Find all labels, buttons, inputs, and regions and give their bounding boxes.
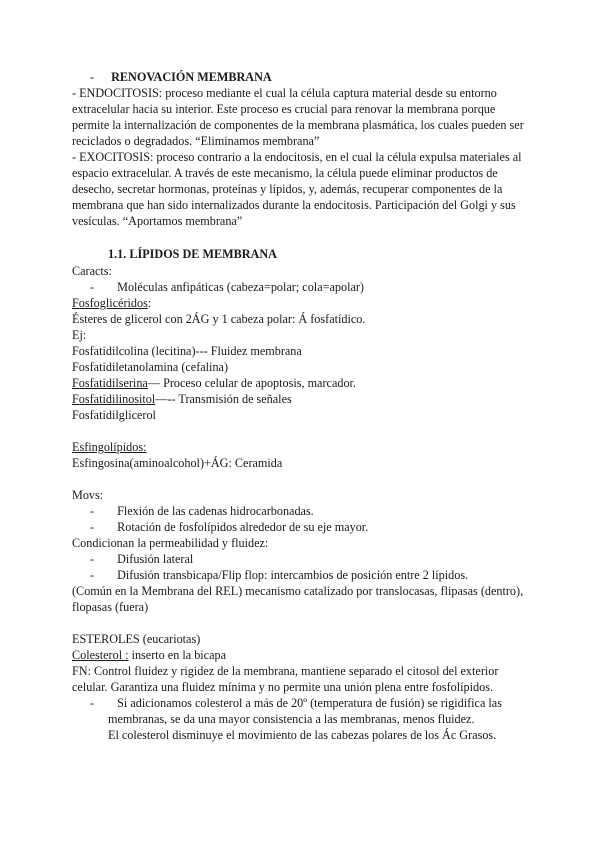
colesterol-bullet-cont: El colesterol disminuye el movimiento de las cabezas polares de los Ác Grasos. — [108, 728, 497, 742]
bullet-dash: - — [90, 568, 95, 582]
exocitosis-line: - EXOCITOSIS: proceso contrario a la endocitosis, en el cual la célula expulsa materiales al — [72, 150, 522, 164]
exocitosis-line: desecho, secretar hormonas, proteínas y lípidos, y, además, recuperar componentes de la — [72, 182, 503, 196]
fosfogliceridos-colon: : — [147, 296, 152, 310]
colesterol-bullet — [90, 695, 502, 711]
exocitosis-line: espacio extracelular. A través de este mecanismo, la célula puede eliminar productos de — [72, 166, 498, 180]
example-glicerol: Fosfatidilglicerol — [72, 408, 156, 422]
movs-item — [90, 503, 314, 519]
esteroles-heading: ESTEROLES (eucariotas) — [72, 632, 201, 646]
colesterol-bullet-cont: membranas, se da una mayor consistencia a las membranas, menos fluidez. — [108, 712, 475, 726]
movs-item-text: Rotación de fosfolípidos alrededor de su eje mayor. — [117, 520, 369, 534]
endocitosis-line: reciclados o degradados. “Eliminamos membrana” — [72, 134, 320, 148]
difusion-item-text: Difusión transbicapa/Flip flop: intercambios de posición entre 2 lípidos. — [117, 568, 469, 582]
comun-line: (Común en la Membrana del REL) mecanismo catalizado por translocasas, flipasas (dentro), — [72, 584, 524, 598]
bullet-dash: - — [90, 520, 95, 534]
bullet-dash: - — [90, 70, 95, 84]
difusion-item — [90, 551, 193, 567]
caracts-item-text: Moléculas anfipáticas (cabeza=polar; cola=apolar) — [117, 280, 364, 294]
caracts-label: Caracts: — [72, 264, 112, 278]
example-serina — [72, 375, 356, 391]
fosfogliceridos-desc: Ésteres de glicerol con 2ÁG y 1 cabeza polar: Á fosfatídico. — [72, 312, 366, 326]
renovacion-heading-row — [90, 69, 272, 85]
exocitosis-line: membrana que han sido internalizados durante la endocitosis. Participación del Golgi y sus — [72, 198, 516, 212]
esfingolipidos-label: Esfingolípidos: — [72, 440, 147, 454]
bullet-dash: - — [90, 504, 95, 518]
renovacion-heading: RENOVACIÓN MEMBRANA — [111, 70, 272, 84]
example-inositol — [72, 391, 292, 407]
ej-label: Ej: — [72, 328, 87, 342]
fosfogliceridos-label: Fosfoglicéridos — [72, 296, 148, 310]
difusion-item-text: Difusión lateral — [117, 552, 194, 566]
lipidos-heading: 1.1. LÍPIDOS DE MEMBRANA — [108, 247, 277, 261]
fosfogliceridos-row — [72, 295, 151, 311]
example-lecitina: Fosfatidilcolina (lecitina)--- Fluidez membrana — [72, 344, 302, 358]
colesterol-label: Colesterol : — [72, 648, 129, 662]
esfingolipidos-desc: Esfingosina(aminoalcohol)+ÁG: Ceramida — [72, 456, 283, 470]
condicionan-label: Condicionan la permeabilidad y fluidez: — [72, 536, 269, 550]
endocitosis-line: extracelular hacia su interior. Este proceso es crucial para renovar la membrana porque — [72, 102, 496, 116]
endocitosis-line: permite la internalización de componentes de la membrana plasmática, los cuales pueden ser — [72, 118, 524, 132]
fn-line: FN: Control fluidez y rigidez de la membrana, mantiene separado el citosol del exterior — [72, 664, 499, 678]
colesterol-rest: inserto en la bicapa — [128, 648, 226, 662]
inositol-name: Fosfatidilinositol — [72, 392, 156, 406]
fn-line: celular. Garantiza una fluidez mínima y no permite una unión plena entre fosfolípidos. — [72, 680, 494, 694]
endocitosis-line: - ENDOCITOSIS: proceso mediante el cual la célula captura material desde su entorno — [72, 86, 497, 100]
comun-line: flopasas (fuera) — [72, 600, 149, 614]
movs-label: Movs: — [72, 488, 104, 502]
inositol-rest: —-- Transmisión de señales — [155, 392, 292, 406]
bullet-dash: - — [90, 280, 95, 294]
serina-name: Fosfatidilserina — [72, 376, 148, 390]
exocitosis-line: vesículas. “Aportamos membrana” — [72, 214, 243, 228]
difusion-item — [90, 567, 468, 583]
bullet-dash: - — [90, 552, 95, 566]
colesterol-bullet-text: Si adicionamos colesterol a más de 20º (temperatura de fusión) se rigidifica las — [117, 696, 502, 710]
example-cefalina: Fosfatidiletanolamina (cefalina) — [72, 360, 229, 374]
movs-item — [90, 519, 368, 535]
bullet-dash: - — [90, 696, 95, 710]
colesterol-row — [72, 647, 226, 663]
caracts-item — [90, 279, 364, 295]
movs-item-text: Flexión de las cadenas hidrocarbonadas. — [117, 504, 314, 518]
serina-rest: — Proceso celular de apoptosis, marcador. — [147, 376, 356, 390]
